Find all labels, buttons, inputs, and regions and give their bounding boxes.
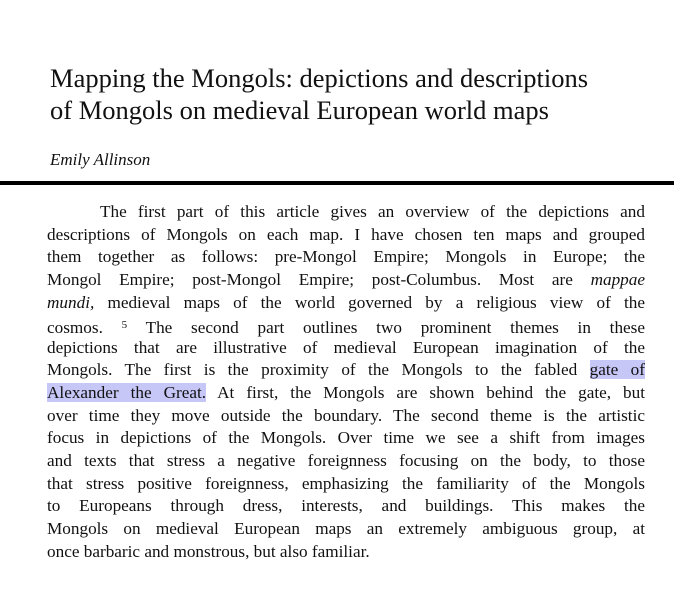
- text-segment: cosmos.: [47, 318, 122, 338]
- text-line: [47, 495, 645, 518]
- text-segment: Mongol Empire; post-Mongol Empire; post-Columbus. Most are: [47, 269, 591, 289]
- text-segment: them together as follows: pre-Mongol Empire; Mongols in Europe; the: [47, 247, 645, 267]
- text-segment: depictions that are illustrative of medieval European imagination of the: [47, 337, 645, 357]
- text-segment: At first, the Mongols are shown behind the gate, but: [206, 383, 645, 403]
- italic-text: mappae: [590, 269, 645, 289]
- footnote-ref[interactable]: 5: [121, 319, 128, 332]
- text-line: [47, 359, 645, 382]
- text-line: [47, 314, 645, 337]
- text-segment: focus in depictions of the Mongols. Over time we see a shift from images: [47, 428, 645, 448]
- text-line: [47, 292, 645, 315]
- text-segment: Mongols on medieval European maps an extremely ambiguous group, at: [47, 518, 645, 538]
- article-title: [50, 62, 660, 126]
- text-line: [47, 405, 645, 428]
- highlighted-text: gate of: [589, 360, 645, 380]
- text-segment: once barbaric and monstrous, but also familiar.: [47, 541, 370, 561]
- highlighted-text: Alexander the Great.: [47, 383, 207, 403]
- text-line: [47, 246, 645, 269]
- text-line: [47, 382, 645, 405]
- text-segment: to Europeans through dress, interests, and buildings. This makes the: [47, 496, 645, 516]
- text-segment: medieval maps of the world governed by a religious view of the: [94, 292, 645, 312]
- text-line: [47, 201, 645, 224]
- text-segment: The first part of this article gives an overview of the depictions and: [100, 202, 645, 221]
- author-name: Emily Allinson: [50, 150, 151, 169]
- divider-rule: [0, 181, 674, 185]
- text-line: [47, 518, 645, 541]
- text-line: [47, 473, 645, 496]
- text-line: [47, 269, 645, 292]
- text-line: [47, 427, 645, 450]
- text-segment: descriptions of Mongols on each map. I have chosen ten maps and grouped: [47, 224, 645, 244]
- text-line: [47, 224, 645, 247]
- text-line: [47, 337, 645, 360]
- title-line: Mapping the Mongols: depictions and descriptions: [50, 63, 589, 93]
- article-body: [47, 201, 645, 563]
- text-line: [47, 450, 645, 473]
- text-segment: over time they move outside the boundary. The second theme is the artistic: [47, 405, 645, 425]
- italic-text: mundi,: [47, 292, 95, 312]
- text-segment: The second part outlines two prominent themes in these: [127, 318, 645, 338]
- text-segment: Mongols. The first is the proximity of the Mongols to the fabled: [47, 360, 590, 380]
- text-segment: that stress positive foreignness, emphasizing the familiarity of the Mongols: [47, 473, 645, 493]
- text-segment: and texts that stress a negative foreignness focusing on the body, to those: [47, 451, 645, 471]
- text-line: [47, 541, 645, 564]
- title-line: of Mongols on medieval European world maps: [50, 95, 549, 125]
